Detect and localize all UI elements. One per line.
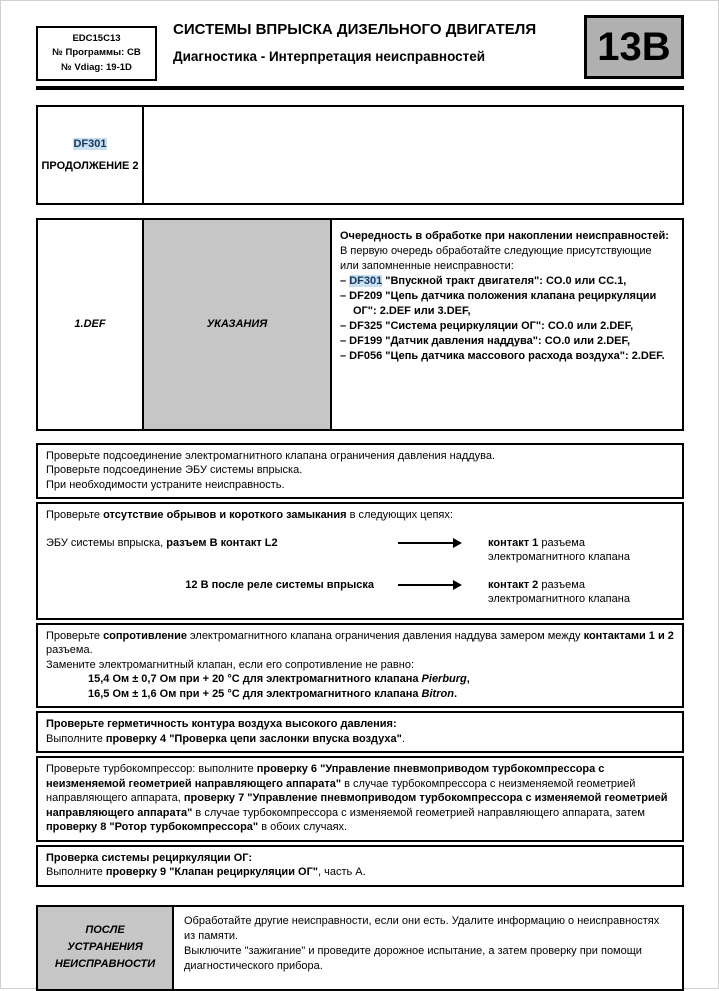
after-repair-table bbox=[36, 905, 684, 991]
system-code: EDC15C13 bbox=[72, 33, 121, 44]
fault-item: – DF199 "Датчик давления наддува": CO.0 или 2.DEF, bbox=[340, 334, 631, 347]
header-titles bbox=[157, 15, 584, 64]
header bbox=[36, 15, 684, 81]
right-arrow-icon bbox=[376, 578, 482, 586]
fault-item: – DF325 "Система рециркуляции ОГ": CO.0 или 2.DEF, bbox=[340, 319, 634, 332]
check-line: Проверьте подсоединение электромагнитного клапана ограничения давления наддува. bbox=[46, 449, 496, 462]
fault-empty-cell bbox=[144, 107, 682, 203]
continuity-intro: Проверьте отсутствие обрывов и короткого замыкания в следующих цепях: bbox=[46, 509, 453, 522]
circuit-source: ЭБУ системы впрыска, разъем B контакт L2 bbox=[46, 536, 278, 549]
program-number: № Программы: CB bbox=[52, 47, 141, 59]
resistance-value: 15,4 Ом ± 0,7 Ом при + 20 °C для электромагнитного клапана Pierburg, bbox=[88, 673, 470, 686]
fault-item: – DF056 "Цепь датчика массового расхода воздуха": 2.DEF. bbox=[340, 349, 665, 362]
resistance-value: 16,5 Ом ± 1,6 Ом при + 25 °C для электромагнитного клапана Bitron. bbox=[88, 687, 457, 700]
check-line: При необходимости устраните неисправность. bbox=[46, 478, 285, 491]
circuit-target: контакт 1 разъема электромагнитного клапана bbox=[488, 536, 630, 564]
priority-title: Очередность в обработке при накоплении неисправностей: bbox=[340, 229, 669, 242]
turbo-paragraph: Проверьте турбокомпрессор: выполните проверку 6 "Управление пневмоприводом турбокомпрессора с неизменяемой геометрией направляющего аппарата" в случае турбокомпрессора с неизменяемой геометрией направляющего аппарата, проверку 7 "Управление пневмоприводом турбокомпрессора с изменяемой геометрией направляющего аппарата" в случае турбокомпрессора с изменяемой геометрией направляющего аппарата, затем проверку 8 "Ротор турбокомпрессора" в обоих случаях. bbox=[46, 763, 668, 834]
after-repair-label: ПОСЛЕ УСТРАНЕНИЯ НЕИСПРАВНОСТИ bbox=[38, 907, 174, 989]
fault-item: – DF209 "Цепь датчика положения клапана рециркуляции ОГ": 2.DEF или 3.DEF, bbox=[340, 289, 657, 317]
check-line: Проверьте подсоединение ЭБУ системы впрыска. bbox=[46, 464, 303, 477]
section-code-badge: 13B bbox=[584, 15, 684, 79]
seal-line: Выполните проверку 4 "Проверка цепи заслонки впуска воздуха". bbox=[46, 732, 405, 745]
resistance-line: Проверьте сопротивление электромагнитного клапана ограничения давления наддува замером между контактами 1 и 2 разъема. bbox=[46, 629, 674, 657]
connection-check-box bbox=[36, 443, 684, 500]
instructions-label-cell: УКАЗАНИЯ bbox=[144, 220, 332, 429]
resistance-check-box bbox=[36, 623, 684, 709]
continuity-check-box bbox=[36, 502, 684, 620]
fault-code-cell bbox=[38, 107, 144, 203]
fault-code: DF301 bbox=[73, 137, 107, 150]
after-repair-line: Обработайте другие неисправности, если они есть. Удалите информацию о неисправностях из памяти. bbox=[184, 914, 660, 942]
egr-check-box bbox=[36, 845, 684, 887]
egr-line: Выполните проверку 9 "Клапан рециркуляции ОГ", часть A. bbox=[46, 866, 366, 879]
seal-check-box bbox=[36, 711, 684, 753]
egr-line: Проверка системы рециркуляции ОГ: bbox=[46, 851, 253, 864]
instructions-table bbox=[36, 218, 684, 431]
right-arrow-icon bbox=[376, 536, 482, 544]
circuit-source: 12 В после реле системы впрыска bbox=[185, 578, 374, 591]
instructions-body bbox=[332, 220, 682, 429]
after-repair-line: Выключите "зажигание" и проведите дорожное испытание, а затем проверку при помощи диагностического прибора. bbox=[184, 944, 642, 972]
page-subtitle: Диагностика - Интерпретация неисправностей bbox=[173, 49, 486, 64]
after-repair-body bbox=[174, 907, 682, 989]
fault-item: – DF301 "Впускной тракт двигателя": CO.0 или CC.1, bbox=[340, 274, 627, 287]
circuit-row bbox=[46, 536, 674, 565]
page-title: СИСТЕМЫ ВПРЫСКА ДИЗЕЛЬНОГО ДВИГАТЕЛЯ bbox=[173, 21, 537, 38]
fault-state-cell: 1.DEF bbox=[38, 220, 144, 429]
resistance-line: Замените электромагнитный клапан, если его сопротивление не равно: bbox=[46, 658, 415, 671]
fault-code-table bbox=[36, 105, 684, 205]
fault-list bbox=[340, 274, 673, 364]
seal-line: Проверьте герметичность контура воздуха высокого давления: bbox=[46, 718, 397, 731]
fault-continuation: ПРОДОЛЖЕНИЕ 2 bbox=[41, 159, 139, 172]
circuit-row bbox=[46, 578, 674, 607]
vdiag-number: № Vdiag: 19-1D bbox=[61, 61, 132, 73]
priority-intro: В первую очередь обработайте следующие присутствующие или запомненные неисправности: bbox=[340, 244, 652, 272]
header-divider bbox=[36, 86, 684, 90]
circuit-target: контакт 2 разъема электромагнитного клапана bbox=[488, 578, 630, 606]
turbo-check-box bbox=[36, 756, 684, 842]
header-info-box bbox=[36, 26, 157, 81]
